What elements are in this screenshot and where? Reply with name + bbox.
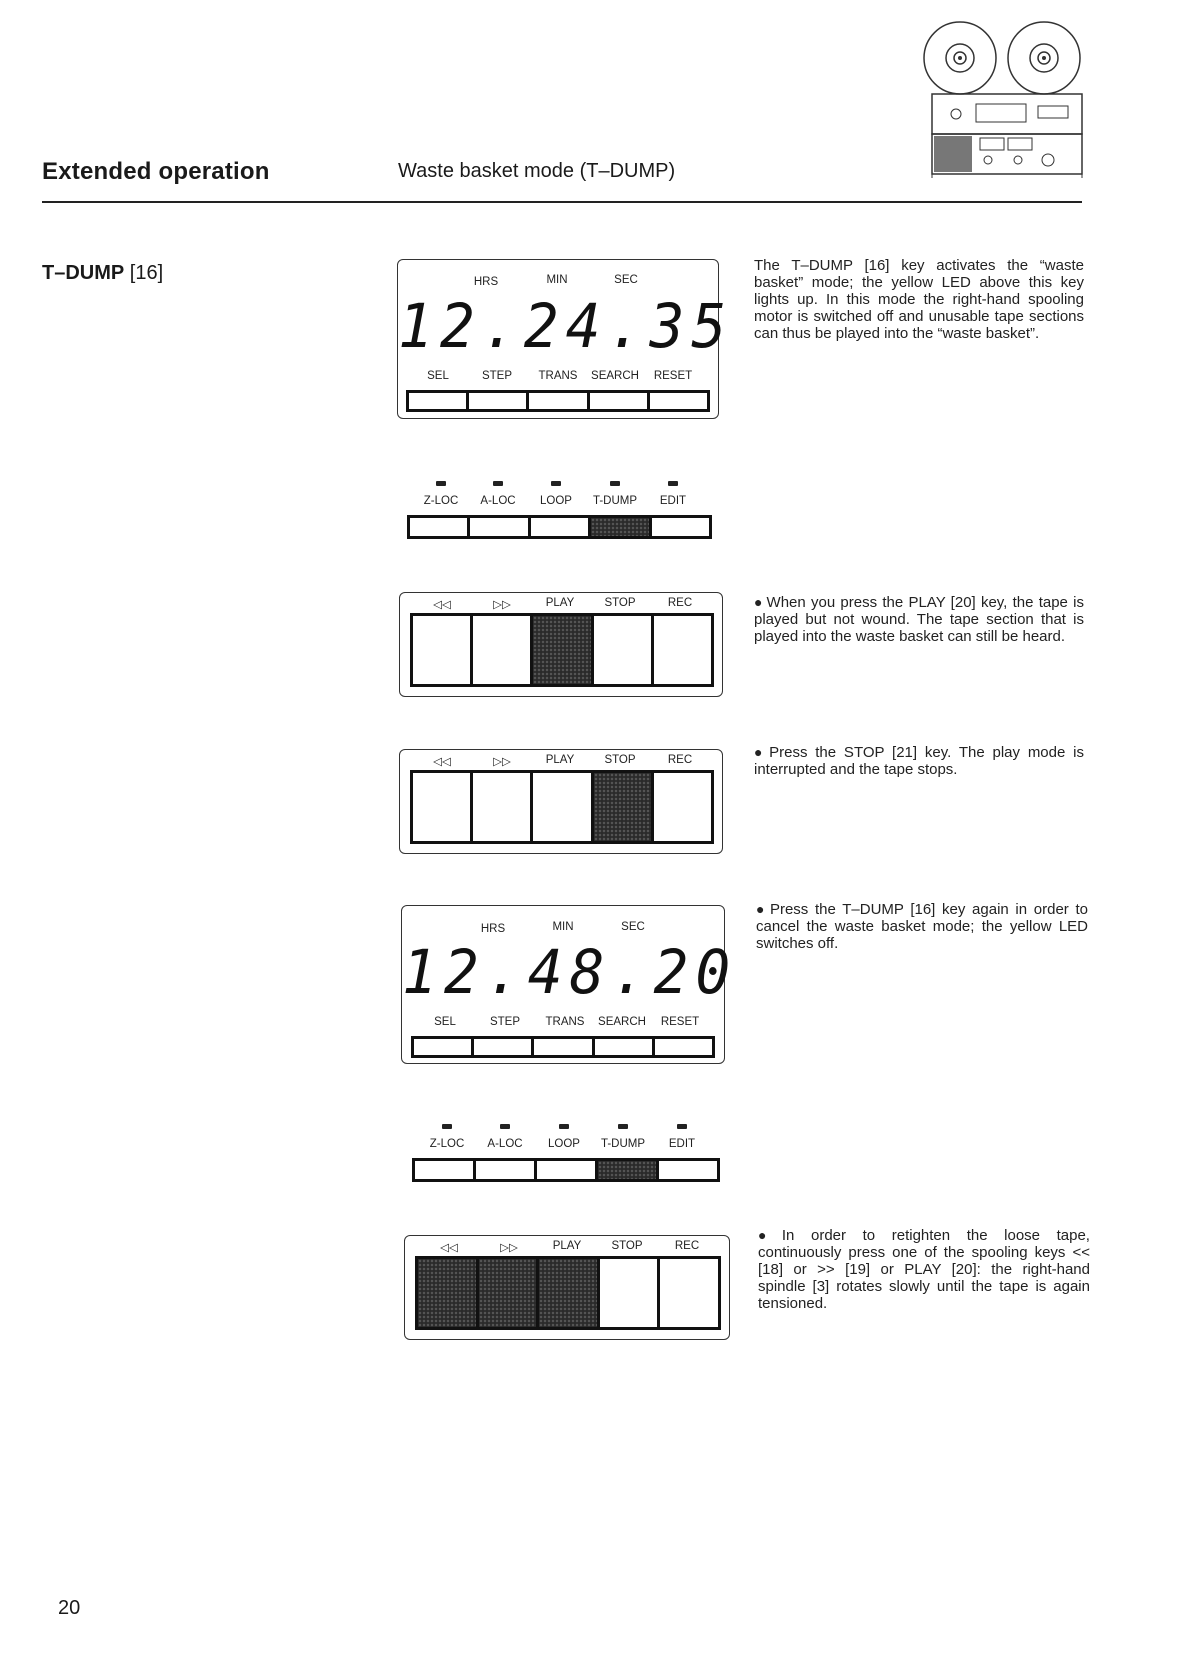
label-step: STEP bbox=[481, 370, 513, 382]
display-key-row bbox=[406, 390, 710, 412]
play-step-text: When you press the PLAY [20] key, the tape is played but not wound. The tape section that is played into the waste basket can still be heard. bbox=[754, 594, 1084, 645]
loop-key[interactable] bbox=[537, 1161, 598, 1179]
label-stop: STOP bbox=[604, 597, 636, 609]
label-aloc: A-LOC bbox=[480, 495, 516, 507]
key-ref: [16] bbox=[129, 262, 164, 284]
led-loop bbox=[559, 1124, 569, 1129]
key-name: T–DUMP bbox=[42, 262, 125, 284]
edit-key[interactable] bbox=[659, 1161, 717, 1179]
bullet-icon: ● bbox=[754, 594, 764, 610]
led-edit bbox=[668, 481, 678, 486]
label-hrs: HRS bbox=[473, 276, 499, 288]
led-aloc bbox=[500, 1124, 510, 1129]
bullet-icon: ● bbox=[758, 1227, 779, 1243]
search-key[interactable] bbox=[590, 393, 650, 409]
label-edit: EDIT bbox=[659, 495, 687, 507]
label-reset: RESET bbox=[660, 1016, 700, 1028]
stop-step-paragraph bbox=[754, 744, 1084, 778]
label-stop: STOP bbox=[604, 754, 636, 766]
page-number: 20 bbox=[58, 1597, 81, 1619]
locator-keys-1 bbox=[405, 477, 715, 539]
aloc-key[interactable] bbox=[470, 518, 530, 536]
led-zloc bbox=[442, 1124, 452, 1129]
label-rewind: ◁◁ bbox=[440, 1242, 458, 1254]
counter-display-2 bbox=[401, 905, 738, 1064]
label-rec: REC bbox=[674, 1240, 700, 1252]
counter-display-1 bbox=[397, 259, 734, 419]
step-key[interactable] bbox=[469, 393, 529, 409]
label-play: PLAY bbox=[545, 754, 575, 766]
page-subtitle: Waste basket mode (T–DUMP) bbox=[398, 160, 676, 182]
led-loop bbox=[551, 481, 561, 486]
rec-key[interactable] bbox=[660, 1259, 718, 1327]
label-stop: STOP bbox=[611, 1240, 643, 1252]
display-key-row bbox=[411, 1036, 715, 1058]
transport-panel-3 bbox=[404, 1235, 730, 1340]
trans-key[interactable] bbox=[529, 393, 589, 409]
play-step-paragraph bbox=[754, 594, 1084, 645]
label-rec: REC bbox=[667, 597, 693, 609]
trans-key[interactable] bbox=[534, 1039, 594, 1055]
label-sec: SEC bbox=[614, 274, 638, 286]
fast-forward-key[interactable] bbox=[479, 1259, 540, 1327]
label-rewind: ◁◁ bbox=[433, 599, 451, 611]
step-key[interactable] bbox=[474, 1039, 534, 1055]
label-fast-forward: ▷▷ bbox=[500, 1242, 518, 1254]
rewind-key[interactable] bbox=[413, 616, 473, 684]
label-search: SEARCH bbox=[598, 1016, 646, 1028]
led-tdump bbox=[618, 1124, 628, 1129]
label-rewind: ◁◁ bbox=[433, 756, 451, 768]
play-key[interactable] bbox=[533, 616, 593, 684]
loop-key[interactable] bbox=[531, 518, 591, 536]
label-aloc: A-LOC bbox=[487, 1138, 523, 1150]
key-section-title bbox=[42, 262, 163, 285]
time-readout: 12.24.35 bbox=[398, 290, 734, 362]
stop-key[interactable] bbox=[600, 1259, 661, 1327]
locator-key-row bbox=[407, 515, 712, 539]
search-key[interactable] bbox=[595, 1039, 655, 1055]
transport-panel-1 bbox=[399, 592, 723, 697]
locator-key-row bbox=[412, 1158, 720, 1182]
label-sel: SEL bbox=[427, 370, 449, 382]
rec-key[interactable] bbox=[654, 773, 711, 841]
edit-key[interactable] bbox=[652, 518, 709, 536]
cancel-step-text: Press the T–DUMP [16] key again in order to cancel the waste basket mode; the yellow LED switches off. bbox=[756, 901, 1088, 952]
zloc-key[interactable] bbox=[410, 518, 470, 536]
label-zloc: Z-LOC bbox=[423, 495, 459, 507]
tdump-key[interactable] bbox=[598, 1161, 659, 1179]
label-min: MIN bbox=[552, 921, 574, 933]
bullet-icon: ● bbox=[754, 744, 767, 760]
label-hrs: HRS bbox=[480, 923, 506, 935]
sel-key[interactable] bbox=[414, 1039, 474, 1055]
transport-key-row bbox=[410, 613, 714, 687]
label-trans: TRANS bbox=[545, 1016, 585, 1028]
label-sel: SEL bbox=[434, 1016, 456, 1028]
rec-key[interactable] bbox=[654, 616, 711, 684]
label-play: PLAY bbox=[552, 1240, 582, 1252]
time-readout: 12.48.20 bbox=[402, 936, 738, 1008]
aloc-key[interactable] bbox=[476, 1161, 537, 1179]
rewind-key[interactable] bbox=[418, 1259, 479, 1327]
transport-key-row bbox=[410, 770, 714, 844]
play-key[interactable] bbox=[539, 1259, 600, 1327]
intro-paragraph: The T–DUMP [16] key activates the “waste basket” mode; the yellow LED above this key lights up. In this mode the right-hand spooling motor is switched off and unusable tape sections can thus be played into the “waste basket”. bbox=[754, 257, 1084, 342]
label-loop: LOOP bbox=[540, 495, 572, 507]
stop-key[interactable] bbox=[594, 616, 654, 684]
led-edit bbox=[677, 1124, 687, 1129]
reset-key[interactable] bbox=[655, 1039, 712, 1055]
reset-key[interactable] bbox=[650, 393, 707, 409]
label-zloc: Z-LOC bbox=[429, 1138, 465, 1150]
tape-recorder-illustration bbox=[918, 18, 1086, 178]
fast-forward-key[interactable] bbox=[473, 616, 533, 684]
fast-forward-key[interactable] bbox=[473, 773, 533, 841]
label-edit: EDIT bbox=[668, 1138, 696, 1150]
led-aloc bbox=[493, 481, 503, 486]
label-trans: TRANS bbox=[538, 370, 578, 382]
led-tdump bbox=[610, 481, 620, 486]
page-section-title: Extended operation bbox=[42, 158, 270, 185]
stop-step-text: Press the STOP [21] key. The play mode is interrupted and the tape stops. bbox=[754, 744, 1084, 778]
rewind-key[interactable] bbox=[413, 773, 473, 841]
header-divider bbox=[42, 201, 1082, 203]
label-play: PLAY bbox=[545, 597, 575, 609]
play-key[interactable] bbox=[533, 773, 593, 841]
label-fast-forward: ▷▷ bbox=[493, 599, 511, 611]
locator-keys-2 bbox=[410, 1120, 720, 1182]
cancel-step-paragraph bbox=[756, 901, 1088, 952]
label-tdump: T-DUMP bbox=[592, 495, 638, 507]
stop-key[interactable] bbox=[594, 773, 654, 841]
label-reset: RESET bbox=[653, 370, 693, 382]
label-tdump: T-DUMP bbox=[600, 1138, 646, 1150]
transport-panel-2 bbox=[399, 749, 723, 854]
retighten-step-text: In order to retighten the loose tape, continuously press one of the spooling keys << [18] or >> [19] or PLAY [20]: the right-hand spindle [3] rotates slowly until the tape is again tensioned. bbox=[758, 1227, 1090, 1312]
led-zloc bbox=[436, 481, 446, 486]
label-rec: REC bbox=[667, 754, 693, 766]
label-search: SEARCH bbox=[591, 370, 639, 382]
label-loop: LOOP bbox=[548, 1138, 580, 1150]
label-min: MIN bbox=[546, 274, 568, 286]
zloc-key[interactable] bbox=[415, 1161, 476, 1179]
bullet-icon: ● bbox=[756, 901, 767, 917]
label-fast-forward: ▷▷ bbox=[493, 756, 511, 768]
transport-key-row bbox=[415, 1256, 721, 1330]
retighten-step-paragraph bbox=[758, 1227, 1090, 1312]
tdump-key[interactable] bbox=[591, 518, 651, 536]
sel-key[interactable] bbox=[409, 393, 469, 409]
label-step: STEP bbox=[489, 1016, 521, 1028]
label-sec: SEC bbox=[621, 921, 645, 933]
